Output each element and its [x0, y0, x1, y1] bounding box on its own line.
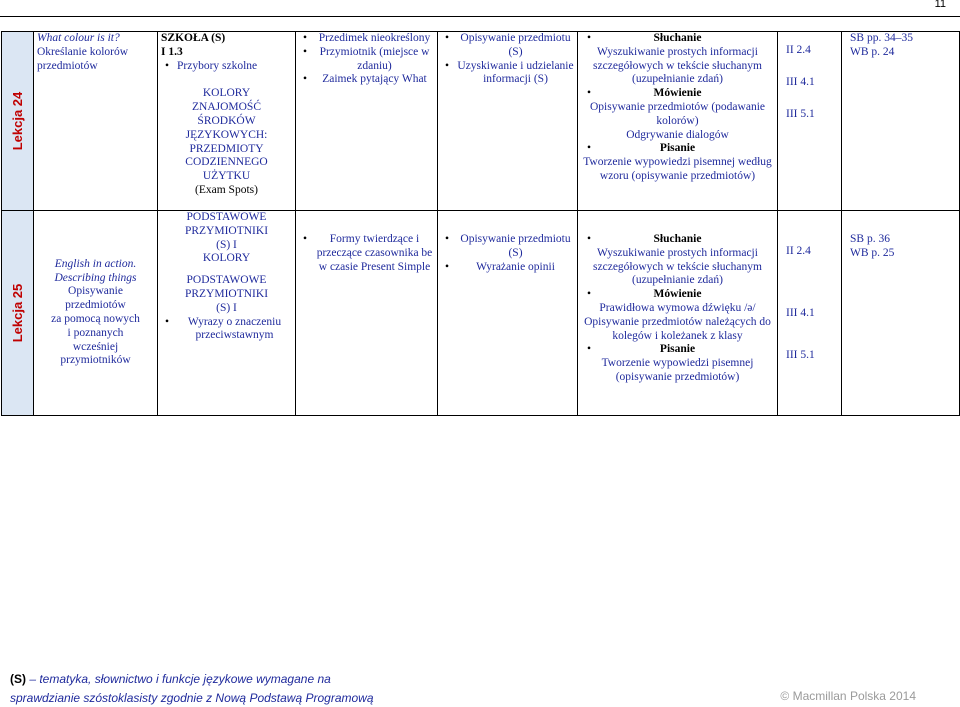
- topic-line: Określanie kolorów: [37, 45, 129, 58]
- skill-text: Opisywanie przedmiotów należących do kolegów i koleżanek z klasy: [584, 315, 771, 342]
- list-item: • Uzyskiwanie i udzielanie informacji (S): [441, 60, 574, 88]
- material-ref: WB p. 25: [850, 246, 895, 259]
- curriculum-refs-cell: [778, 32, 842, 211]
- topic-cell: [34, 211, 158, 416]
- lesson-label: Lekcja 25: [9, 283, 25, 343]
- curriculum-ref: III 5.1: [786, 348, 815, 361]
- grammar-list: [299, 233, 434, 274]
- topic-line: przedmiotów: [65, 299, 126, 312]
- header-rule: [0, 16, 960, 17]
- topic-line: wcześniej: [72, 340, 119, 353]
- material-ref: SB pp. 34–35: [850, 32, 913, 44]
- vocab-line: KOLORY: [202, 252, 251, 265]
- curriculum-ref: III 4.1: [786, 306, 815, 319]
- functions-cell: [438, 211, 578, 416]
- vocab-line: PRZYMIOTNIKI: [184, 287, 269, 300]
- list-item: • Opisywanie przedmiotu (S): [441, 233, 574, 261]
- material-ref: SB p. 36: [850, 233, 890, 245]
- vocabulary-cell: [158, 211, 296, 416]
- vocab-section-title: SZKOŁA (S): [161, 32, 226, 44]
- topic-line: przymiotników: [60, 354, 131, 367]
- topic-cell: [34, 32, 158, 211]
- lesson-plan-table: [1, 31, 960, 416]
- functions-list: [441, 32, 574, 87]
- list-item: • Opisywanie przedmiotu (S): [441, 32, 574, 60]
- curriculum-ref: II 2.4: [786, 245, 811, 257]
- curriculum-ref: III 5.1: [786, 107, 815, 120]
- grammar-list: [299, 32, 434, 87]
- vocab-line: CODZIENNEGO: [185, 156, 268, 169]
- vocab-line: PODSTAWOWE: [186, 274, 267, 287]
- skill-text: Tworzenie wypowiedzi pisemnej (opisywanie przedmiotów): [601, 357, 754, 383]
- skill-text: Tworzenie wypowiedzi pisemnej według wzoru (opisywanie przedmiotów): [583, 156, 772, 182]
- vocab-line: ZNAJOMOŚĆ: [191, 101, 261, 114]
- skill-text: Odgrywanie dialogów: [626, 128, 729, 141]
- topic-line: za pomocą nowych: [51, 313, 140, 325]
- footer-line: – tematyka, słownictwo i funkcje językowe wymagane na: [26, 672, 331, 686]
- vocab-line: PODSTAWOWE: [186, 211, 267, 223]
- skill-heading: • Pisanie: [581, 343, 774, 357]
- footer-note: [10, 670, 374, 707]
- vocab-line: KOLORY: [202, 87, 251, 100]
- lesson-label-cell: [2, 211, 34, 416]
- skill-text: Opisywanie przedmiotów (podawanie kolorów): [589, 100, 765, 127]
- grammar-cell: [296, 211, 438, 416]
- curriculum-refs-cell: [778, 211, 842, 416]
- vocab-line: ŚRODKÓW: [197, 114, 256, 127]
- grammar-cell: [296, 32, 438, 211]
- lesson-row: [2, 32, 960, 211]
- lesson-label-cell: [2, 32, 34, 211]
- curriculum-ref: III 4.1: [786, 75, 815, 88]
- topic-title: Describing things: [54, 271, 137, 284]
- list-item: • Wyrazy o znaczeniu przeciwstawnym: [161, 316, 292, 344]
- materials-cell: [842, 211, 960, 416]
- list-item: • Przymiotnik (miejsce w zdaniu): [299, 46, 434, 74]
- list-item: • Zaimek pytający What: [299, 73, 434, 87]
- vocab-list: [161, 316, 292, 344]
- lesson-row: [2, 211, 960, 416]
- list-item: • Przybory szkolne: [161, 60, 292, 74]
- skill-text: Wyszukiwanie prostych informacji szczegółowych w tekście słuchanym (uzupełnianie zdań): [593, 246, 762, 287]
- vocab-list: [161, 60, 292, 74]
- vocab-line: PRZEDMIOTY: [189, 142, 264, 155]
- vocab-reference: I 1.3: [161, 45, 183, 58]
- footer-line: sprawdzianie szóstoklasisty zgodnie z Nową Podstawą Programową: [10, 690, 374, 705]
- skill-heading: • Słuchanie: [581, 233, 774, 247]
- copyright: © Macmillan Polska 2014: [780, 689, 916, 703]
- vocab-line: (Exam Spots): [195, 183, 258, 196]
- page-number: 11: [934, 0, 946, 10]
- skill-heading: • Pisanie: [581, 142, 774, 156]
- materials-cell: [842, 32, 960, 211]
- skill-heading: • Słuchanie: [581, 32, 774, 46]
- curriculum-ref: II 2.4: [786, 44, 811, 56]
- vocab-line: (S) I: [216, 301, 237, 314]
- material-ref: WB p. 24: [850, 45, 895, 58]
- vocab-line: UŻYTKU: [202, 170, 251, 183]
- topic-line: Opisywanie: [68, 285, 123, 298]
- topic-title: English in action.: [54, 257, 137, 270]
- list-item: • Przedimek nieokreślony: [299, 32, 434, 46]
- vocab-line: PRZYMIOTNIKI: [184, 224, 269, 237]
- topic-title: What colour is it?: [37, 32, 120, 44]
- lesson-label: Lekcja 24: [9, 91, 25, 151]
- skill-heading: • Mówienie: [581, 288, 774, 302]
- skill-heading: • Mówienie: [581, 87, 774, 101]
- functions-list: [441, 233, 574, 274]
- functions-cell: [438, 32, 578, 211]
- skills-cell: [578, 211, 778, 416]
- list-item: • Wyrażanie opinii: [441, 261, 574, 275]
- topic-line: i poznanych: [67, 326, 124, 339]
- skills-cell: [578, 32, 778, 211]
- skill-text: Wyszukiwanie prostych informacji szczegółowych w tekście słuchanym (uzupełnianie zdań): [593, 45, 762, 86]
- list-item: • Formy twierdzące i przeczące czasownika be w czasie Present Simple: [299, 233, 434, 274]
- vocab-line: JĘZYKOWYCH:: [185, 128, 268, 141]
- topic-line: przedmiotów: [37, 59, 98, 72]
- footer-tag: (S): [10, 672, 26, 686]
- vocab-line: (S) I: [216, 238, 237, 251]
- vocab-block: [161, 87, 292, 197]
- skill-text: Prawidłowa wymowa dźwięku /ə/: [599, 301, 756, 314]
- vocabulary-cell: [158, 32, 296, 211]
